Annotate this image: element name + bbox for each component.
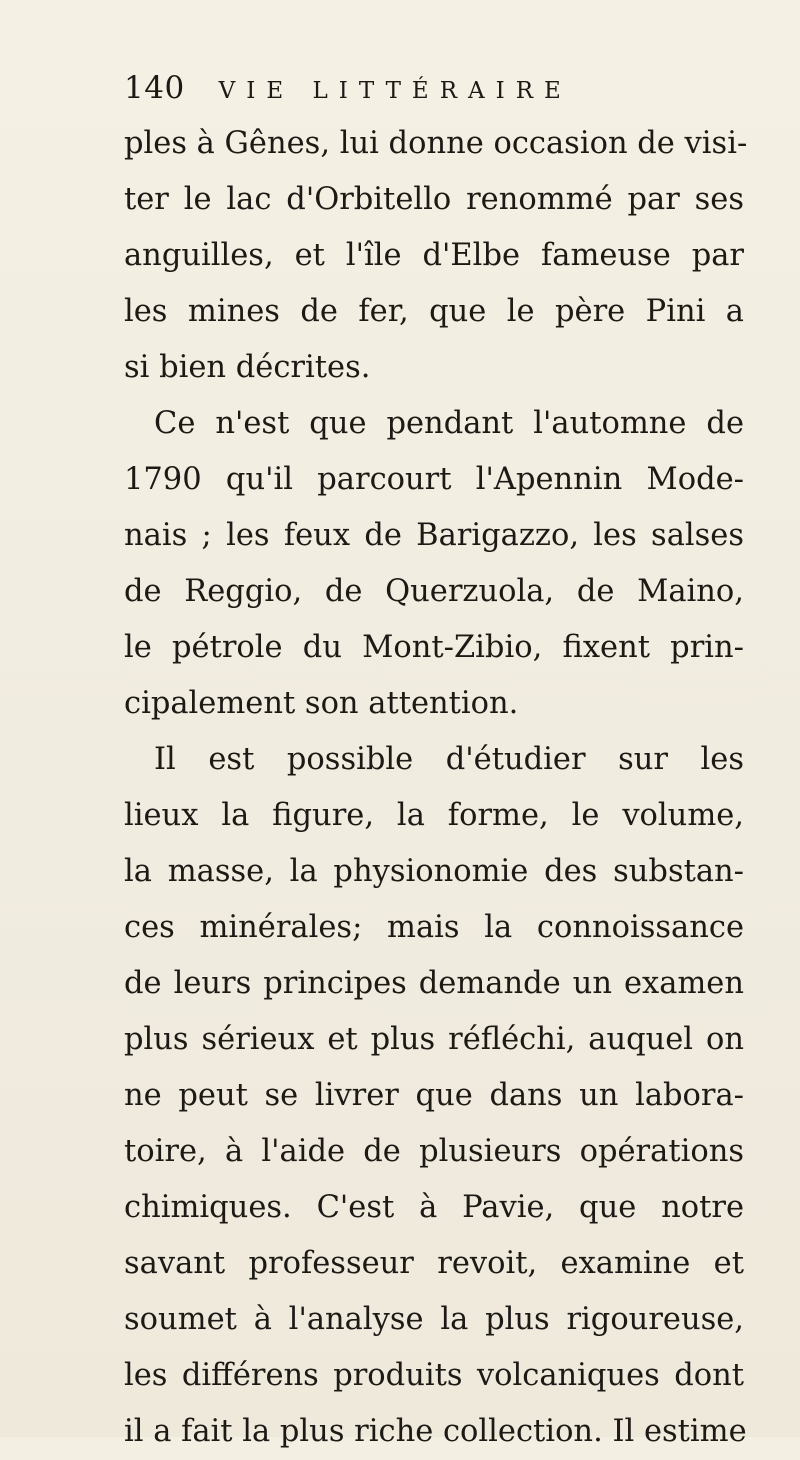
text-line: il a fait la plus riche collection. Il estime	[124, 1414, 747, 1449]
text-line: soumet à l'analyse la plus rigoureuse,	[124, 1302, 744, 1337]
text-line: de Reggio, de Querzuola, de Maino,	[124, 574, 744, 609]
text-line: toire, à l'aide de plusieurs opérations	[124, 1134, 744, 1169]
text-line: si bien décrites.	[124, 350, 371, 385]
text-line: Ce n'est que pendant l'automne de	[154, 406, 744, 441]
running-head	[124, 70, 684, 110]
text-line: ter le lac d'Orbitello renommé par ses	[124, 182, 744, 217]
text-line: plus sérieux et plus réfléchi, auquel on	[124, 1022, 744, 1057]
text-line: les différens produits volcaniques dont	[124, 1358, 744, 1393]
text-line: nais ; les feux de Barigazzo, les salses	[124, 518, 744, 553]
text-line: lieux la figure, la forme, le volume,	[124, 798, 744, 833]
text-line: cipalement son attention.	[124, 686, 519, 721]
text-line: ne peut se livrer que dans un labora-	[124, 1078, 744, 1113]
running-title: VIE LITTÉRAIRE	[218, 78, 572, 104]
text-line: de leurs principes demande un examen	[124, 966, 744, 1001]
text-line: ples à Gênes, lui donne occasion de visi-	[124, 126, 748, 161]
body-text	[124, 116, 748, 1460]
text-line: la masse, la physionomie des substan-	[124, 854, 744, 889]
text-line: anguilles, et l'île d'Elbe fameuse par	[124, 238, 744, 273]
page-number: 140	[124, 70, 185, 106]
text-line: 1790 qu'il parcourt l'Apennin Mode-	[124, 462, 744, 497]
text-line: ces minérales; mais la connoissance	[124, 910, 744, 945]
text-line: le pétrole du Mont-Zibio, fixent prin-	[124, 630, 744, 665]
text-line: savant professeur revoit, examine et	[124, 1246, 744, 1281]
text-line: Il est possible d'étudier sur les	[154, 742, 744, 777]
text-line: chimiques. C'est à Pavie, que notre	[124, 1190, 744, 1225]
text-line: les mines de fer, que le père Pini a	[124, 294, 744, 329]
